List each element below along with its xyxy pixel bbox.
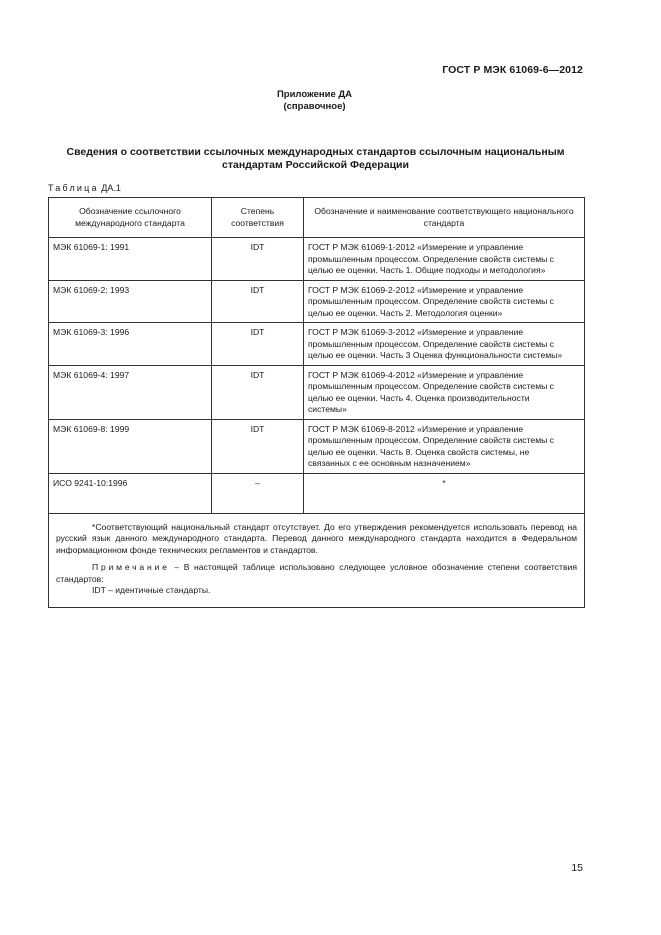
note-label: Примечание bbox=[92, 562, 170, 573]
note-paragraph bbox=[56, 562, 577, 585]
annex-heading bbox=[0, 89, 661, 113]
page-number: 15 bbox=[571, 862, 583, 874]
table-row bbox=[49, 419, 585, 473]
table-row bbox=[49, 365, 585, 419]
degree-cell: IDT bbox=[212, 419, 304, 473]
degree-cell: IDT bbox=[212, 323, 304, 366]
national-standard-cell: * bbox=[304, 473, 585, 513]
table-row bbox=[49, 323, 585, 366]
annex-subtitle: (справочное) bbox=[283, 101, 346, 112]
table-row bbox=[49, 238, 585, 281]
national-standard-cell: ГОСТ Р МЭК 61069-3-2012 «Измерение и управление промышленным процессом. Определение свойств системы с целью ее оценки. Часть 3 Оценка функциональности системы» bbox=[304, 323, 585, 366]
section-title: Сведения о соответствии ссылочных международных стандартов ссылочным национальным стандартам Российской Федерации bbox=[66, 146, 565, 171]
table-row bbox=[49, 473, 585, 513]
national-standard-cell: ГОСТ Р МЭК 61069-8-2012 «Измерение и управление промышленным процессом. Определение свойств системы с целью ее оценки. Часть 8. Оценка свойств системы, не связанных с ее основным назначением» bbox=[304, 419, 585, 473]
table-footer bbox=[49, 513, 585, 608]
column-header-national: Обозначение и наименование соответствующего национального стандарта bbox=[304, 198, 585, 238]
table-caption-number: ДА.1 bbox=[101, 183, 121, 193]
footnote-text: *Соответствующий национальный стандарт отсутствует. До его утверждения рекомендуется использовать перевод на русский язык данного международного стандарта. Перевод данного международного стандарта находится в Федеральном информационном фонде технических регламентов и стандартов. bbox=[56, 521, 577, 555]
intl-standard-cell: МЭК 61069-3: 1996 bbox=[49, 323, 212, 366]
intl-standard-cell: ИСО 9241-10:1996 bbox=[49, 473, 212, 513]
table-caption bbox=[48, 183, 121, 193]
table-row bbox=[49, 280, 585, 323]
intl-standard-cell: МЭК 61069-2: 1993 bbox=[49, 280, 212, 323]
table-header-row bbox=[49, 198, 585, 238]
intl-standard-cell: МЭК 61069-8: 1999 bbox=[49, 419, 212, 473]
correspondence-table bbox=[48, 197, 585, 608]
degree-cell: IDT bbox=[212, 365, 304, 419]
intl-standard-cell: МЭК 61069-4: 1997 bbox=[49, 365, 212, 419]
intl-standard-cell: МЭК 61069-1: 1991 bbox=[49, 238, 212, 281]
column-header-intl: Обозначение ссылочного международного стандарта bbox=[49, 198, 212, 238]
degree-cell: – bbox=[212, 473, 304, 513]
degree-cell: IDT bbox=[212, 238, 304, 281]
table-footer-row bbox=[49, 513, 585, 608]
note-idt-definition: IDT – идентичные стандарты. bbox=[92, 585, 211, 596]
document-code: ГОСТ Р МЭК 61069-6—2012 bbox=[442, 64, 583, 76]
national-standard-cell: ГОСТ Р МЭК 61069-2-2012 «Измерение и управление промышленным процессом. Определение свойств системы с целью ее оценки. Часть 2. Методология оценки» bbox=[304, 280, 585, 323]
national-standard-cell: ГОСТ Р МЭК 61069-4-2012 «Измерение и управление промышленным процессом. Определение свойств системы с целью ее оценки. Часть 4. Оценка производительности системы» bbox=[304, 365, 585, 419]
table-caption-label: Таблица bbox=[48, 183, 99, 193]
national-standard-cell: ГОСТ Р МЭК 61069-1-2012 «Измерение и управление промышленным процессом. Определение свойств системы с целью ее оценки. Часть 1. Общие подходы и методология» bbox=[304, 238, 585, 281]
note-text: – В настоящей таблице использовано следующее условное обозначение степени соответствия стандартов: bbox=[56, 562, 578, 584]
annex-title: Приложение ДА bbox=[276, 89, 353, 100]
degree-cell: IDT bbox=[212, 280, 304, 323]
column-header-degree: Степень соответствия bbox=[212, 198, 304, 238]
